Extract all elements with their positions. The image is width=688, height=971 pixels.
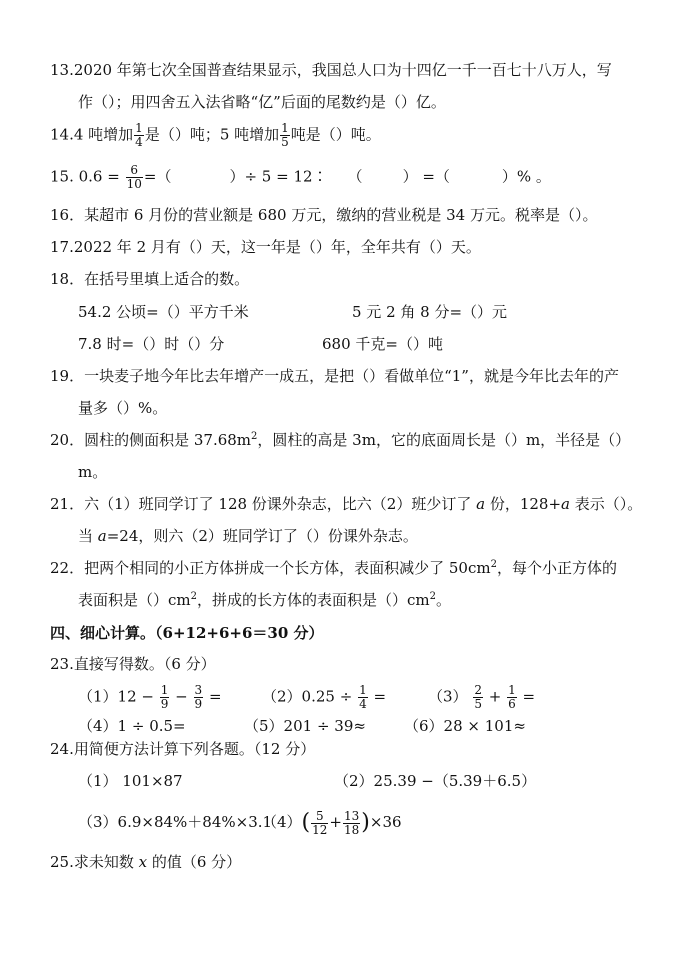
question-22-text-e: 。 [436, 591, 452, 609]
question-22-line-1 [50, 558, 617, 578]
question-24: 24.用简便方法计算下列各题。（12 分） [50, 740, 316, 758]
question-17: 17.2022 年 2 月有（）天，这一年是（）年，全年共有（）天。 [50, 238, 481, 256]
question-14-text-b: 是（）吨；5 吨增加 [144, 125, 280, 144]
question-23: 23.直接写得数。（6 分） [50, 655, 216, 673]
question-13-line-2: 作（）；用四舍五入法省略“亿”后面的尾数约是（）亿。 [78, 93, 446, 111]
question-18-item-1: 54.2 公顷=（）平方千米 [78, 303, 249, 321]
fraction-two-fifths: $\frac{2}{5}$ [474, 683, 482, 711]
fraction-one-fifth: $\frac{1}{5}$ [281, 121, 289, 149]
question-22-text-a: 22．把两个相同的小正方体拼成一个长方体，表面积减少了 50cm [50, 559, 491, 577]
variable-a: a [561, 495, 570, 513]
question-15-text-c: ）÷ 5 = 12∶ [229, 167, 328, 186]
superscript-2: 2 [190, 591, 198, 602]
question-21-text-b: 份，128+ [485, 495, 562, 513]
question-24-item-3: （3）6.9×84%＋84%×3.1 [78, 813, 273, 831]
question-22-text-c: 表面积是（）cm [78, 591, 191, 609]
question-18-item-3: 7.8 时=（）时（）分 [78, 335, 225, 353]
question-19-line-1: 19．一块麦子地今年比去年增产一成五，是把（）看做单位“1”，就是今年比去年的产 [50, 367, 619, 385]
question-15-text-f: ）% 。 [501, 167, 551, 186]
fraction-one-quarter: $\frac{1}{4}$ [135, 121, 143, 149]
question-16: 16．某超市 6 月份的营业额是 680 万元，缴纳的营业税是 34 万元。税率是（）。 [50, 206, 598, 224]
question-22-line-2 [78, 590, 451, 610]
question-18: 18．在括号里填上适合的数。 [50, 270, 250, 288]
fraction-one-ninth: $\frac{1}{9}$ [160, 683, 169, 711]
fraction-thirteen-eighteenths: $\frac{13}{18}$ [344, 808, 360, 837]
question-24-item-4: （4）( $\frac{5}{12}$ + $\frac{13}{18}$ )×36 [262, 808, 402, 837]
question-14-text-a: 14.4 吨增加 [50, 125, 134, 144]
question-14 [50, 122, 381, 149]
question-15-text-a: 15. 0.6 = [50, 167, 120, 186]
fraction-three-ninths: $\frac{3}{9}$ [194, 683, 203, 711]
question-22-text-d: ，拼成的长方体的表面积是（）cm [197, 591, 430, 609]
variable-a: a [476, 495, 486, 513]
question-21-text-e: =24，则六（2）班同学订了（）份课外杂志。 [106, 527, 418, 545]
question-15-text-d: （ [347, 167, 363, 186]
question-15-text-b: =（ [143, 167, 172, 186]
question-20-line-1 [50, 430, 630, 450]
question-21-text-a: 21．六（1）班同学订了 128 份课外杂志，比六（2）班少订了 [50, 495, 477, 513]
question-14-text-c: 吨是（）吨。 [290, 125, 381, 144]
variable-a: a [97, 527, 107, 545]
question-23-item-4: （4）1 ÷ 0.5= [78, 717, 186, 735]
question-22-text-b: ，每个小正方体的 [496, 559, 617, 577]
fraction-one-sixth: $\frac{1}{6}$ [508, 683, 516, 711]
section-4-heading: 四、细心计算。（6+12+6+6＝30 分） [50, 624, 324, 642]
superscript-2: 2 [490, 559, 497, 570]
superscript-2: 2 [251, 431, 258, 442]
question-19-line-2: 量多（）%。 [78, 399, 168, 417]
question-21-text-d: 当 [78, 527, 98, 545]
question-13-line-1: 13.2020 年第七次全国普查结果显示，我国总人口为十四亿一千一百七十八万人，写 [50, 61, 612, 79]
fraction-five-twelfths: $\frac{5}{12}$ [312, 808, 328, 837]
question-23-item-1: （1）12 − $\frac{1}{9}$ − $\frac{3}{9}$ = [78, 683, 222, 711]
fraction-one-quarter: $\frac{1}{4}$ [359, 683, 367, 711]
question-21-line-2 [78, 526, 418, 546]
question-24-item-2: （2）25.39 −（5.39＋6.5） [334, 772, 537, 790]
question-20-line-2: m。 [78, 463, 108, 481]
fraction-six-tenths: $\frac{6}{10}$ [126, 163, 142, 191]
question-24-item-1: （1） 101×87 [78, 772, 183, 790]
question-23-item-5: （5）201 ÷ 39≈ [244, 717, 366, 735]
question-15 [50, 164, 551, 191]
question-18-item-4: 680 千克=（）吨 [322, 335, 443, 353]
question-21-line-1 [50, 494, 642, 514]
question-25: 25.求未知数 x 的值（6 分） [50, 853, 242, 871]
question-23-item-6: （6）28 × 101≈ [404, 717, 526, 735]
question-15-text-e: ） =（ [402, 167, 450, 186]
question-23-item-3: （3） $\frac{2}{5}$ + $\frac{1}{6}$ = [428, 683, 536, 711]
question-20-text-b: ，圆柱的高是 3m，它的底面周长是（）m，半径是（） [257, 431, 631, 449]
question-18-item-2: 5 元 2 角 8 分=（）元 [352, 303, 508, 321]
question-23-item-2: （2）0.25 ÷ $\frac{1}{4}$ = [262, 683, 387, 711]
question-21-text-c: 表示（）。 [570, 495, 643, 513]
variable-x: x [138, 853, 148, 871]
question-20-text-a: 20．圆柱的侧面积是 37.68m [50, 431, 252, 449]
superscript-2: 2 [429, 591, 437, 602]
